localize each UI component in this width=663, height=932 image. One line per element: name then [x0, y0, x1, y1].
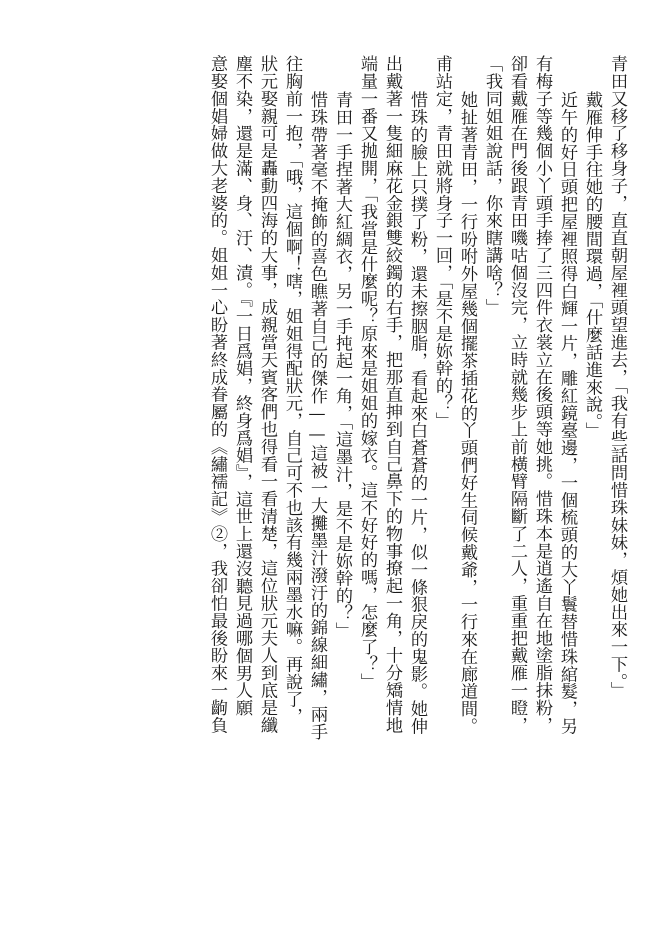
text-column: 往胸前一抱，「哦，這個啊！嗐，姐姐得配狀元，自己可不也該有幾兩墨水嘛。再說了，: [282, 55, 302, 725]
text-column: 塵不染，還是滿、身、汙、漬。『一日爲娼，終身爲娼』，這世上還沒聽見過哪個男人願: [232, 55, 252, 717]
text-column: 惜珠的臉上只撲了粉，還未擦胭脂，看起來白蒼蒼的一片，似一條狠戾的鬼影。她伸: [407, 91, 427, 735]
text-column: 端量一番又拋開，「我當是什麼呢？原來是姐姐的嫁衣。這不好好的嗎，怎麼了？」: [357, 55, 377, 691]
text-column: 狀元娶親可是轟動四海的大事，成親當天賓客們也得看一看清楚，這位狀元夫人到底是纖: [257, 55, 277, 734]
text-column: 惜珠帶著毫不掩飾的喜色瞧著自己的傑作——這被一大攤墨汁潑汙的錦線細繡，兩手: [307, 91, 327, 741]
text-column: 戴雁伸手往她的腰間環過，「什麼話進來說。」: [582, 91, 602, 440]
text-column: 近午的好日頭把屋裡照得白輝一片，雕紅鏡臺邊，一個梳頭的大丫鬟替惜珠綰髮，另: [557, 91, 577, 735]
text-column: 青田一手捏著大紅綢衣，另一手扽起一角，「這墨汁，是不是妳幹的？」: [332, 91, 352, 640]
text-column: 「我同姐姐說話，你來瞎講啥？」: [482, 55, 502, 316]
text-column: 卻看戴雁在門後跟青田嘰咕個沒完，立時就幾步上前橫臂隔斷了二人，重重把戴雁一瞪，: [507, 55, 527, 734]
text-column: 青田又移了移身子，直直朝屋裡頭望進去，「我有些話問惜珠妹妹，煩她出來一下。」: [607, 55, 627, 699]
text-column: 她扯著青田，一行吩咐外屋幾個擺茶插花的丫頭們好生伺候戴爺，一行來在廊道間。: [457, 91, 477, 735]
text-column: 甫站定，青田就將身子一回，「是不是妳幹的？」: [432, 55, 452, 430]
text-column: 意娶個娼婦做大老婆的。姐姐一心盼著終成眷屬的《繡襦記》②，我卻怕最後盼來一齣負: [207, 55, 227, 734]
text-column: 出戴著一隻細麻花金銀雙絞鐲的右手，把那直抻到自己鼻下的物事撩起一角，十分矯情地: [382, 55, 402, 734]
text-column: 有梅子等幾個小丫頭手捧了三四件衣裳立在後頭等她挑。惜珠本是逍遙自在地塗脂抹粉，: [532, 55, 552, 734]
